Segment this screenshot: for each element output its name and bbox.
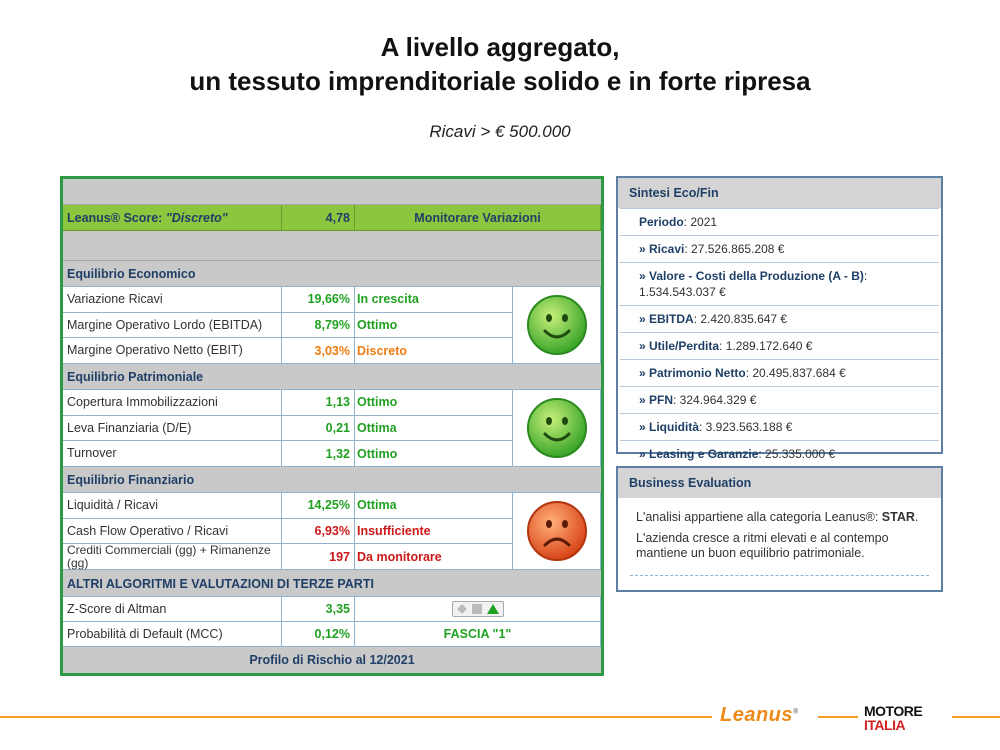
score-label-rating: "Discreto" — [165, 210, 228, 225]
synthesis-item-label: Periodo — [639, 215, 684, 229]
business-evaluation-category — [636, 510, 927, 525]
leanus-logo-mark: ® — [793, 708, 799, 716]
synthesis-list — [618, 208, 941, 467]
indicator-value: 197 — [282, 544, 355, 570]
business-evaluation-panel — [616, 466, 943, 592]
indicator-evaluation: Da monitorare — [355, 544, 513, 570]
page-subtitle: Ricavi > € 500.000 — [429, 122, 571, 141]
face-cell-wrapper — [63, 287, 601, 364]
indicator-value: 19,66% — [282, 287, 355, 313]
synthesis-item — [620, 262, 939, 305]
indicator-value: 14,25% — [282, 493, 355, 519]
zscore-indicator — [452, 601, 504, 617]
synthesis-item-label: » Utile/Perdita — [639, 339, 720, 353]
zscore-value: 3,35 — [282, 597, 355, 622]
indicator-label: Variazione Ricavi — [63, 287, 282, 313]
score-label — [63, 205, 282, 231]
indicator-label: Leva Finanziaria (D/E) — [63, 416, 282, 442]
synthesis-item — [620, 332, 939, 359]
indicator-label: Turnover — [63, 441, 282, 467]
leanus-logo-text: Leanus — [720, 704, 794, 726]
risk-profile-footer: Profilo di Rischio al 12/2021 — [63, 647, 601, 673]
indicator-label: Copertura Immobilizzazioni — [63, 390, 282, 416]
business-evaluation-divider — [630, 575, 929, 576]
triangle-up-icon — [486, 603, 500, 615]
indicator-label: Cash Flow Operativo / Ricavi — [63, 519, 282, 545]
zscore-label: Z-Score di Altman — [63, 597, 282, 622]
synthesis-item-value: : 1.289.172.640 € — [719, 339, 813, 353]
synthesis-panel — [616, 176, 943, 461]
smiley-sad-icon — [513, 493, 601, 570]
motore-italia-logo — [864, 704, 944, 732]
synthesis-item-label: » PFN — [639, 393, 674, 407]
face-cell-wrapper — [63, 390, 601, 467]
indicator-value: 0,21 — [282, 416, 355, 442]
indicator-value: 1,32 — [282, 441, 355, 467]
synthesis-item-label: » Valore - Costi della Produzione (A - B) — [639, 269, 864, 283]
business-evaluation-category-suffix: . — [914, 510, 919, 524]
synthesis-title: Sintesi Eco/Fin — [618, 178, 941, 208]
zscore-indicator-cell — [355, 597, 601, 622]
synthesis-item — [620, 359, 939, 386]
synthesis-item-value: : 1.534.543.037 € — [639, 269, 868, 299]
synthesis-item-label: » Liquidità — [639, 420, 699, 434]
section-header: Equilibrio Finanziario — [63, 467, 601, 493]
leanus-logo — [720, 704, 799, 727]
default-probability-class: FASCIA "1" — [355, 622, 601, 647]
smiley-happy-icon — [513, 287, 601, 364]
title-line-1: A livello aggregato, — [380, 32, 620, 62]
synthesis-item — [620, 305, 939, 332]
synthesis-item — [620, 235, 939, 262]
synthesis-item-value: : 20.495.837.684 € — [745, 366, 846, 380]
section-header: Equilibrio Economico — [63, 261, 601, 287]
indicator-label: Crediti Commerciali (gg) + Rimanenze (gg) — [63, 544, 282, 570]
indicator-evaluation: Ottimo — [355, 313, 513, 339]
synthesis-item-value: : 3.923.563.188 € — [699, 420, 793, 434]
indicator-value: 6,93% — [282, 519, 355, 545]
business-evaluation-body — [618, 498, 941, 575]
motore-italia-logo-line2: ITALIA — [864, 717, 906, 733]
business-evaluation-title: Business Evaluation — [618, 468, 941, 498]
business-evaluation-category-prefix: L'analisi appartiene alla categoria Leanus®: — [636, 510, 882, 524]
indicator-evaluation: Ottima — [355, 493, 513, 519]
business-evaluation-category-value: STAR — [881, 510, 915, 524]
bottom-rule-right — [952, 716, 1000, 718]
indicator-evaluation: Insufficiente — [355, 519, 513, 545]
synthesis-item — [620, 208, 939, 235]
default-probability-label: Probabilità di Default (MCC) — [63, 622, 282, 647]
synthesis-item-value: : 324.964.329 € — [673, 393, 757, 407]
synthesis-item-label: » Ricavi — [639, 242, 685, 256]
smiley-happy-icon — [513, 390, 601, 467]
synthesis-item-value: : 2.420.835.647 € — [693, 312, 788, 326]
bottom-rule-left — [0, 716, 712, 718]
indicator-evaluation: In crescita — [355, 287, 513, 313]
square-icon — [471, 603, 483, 615]
bottom-rule-middle — [818, 716, 858, 718]
zscore-row — [63, 597, 601, 622]
diamond-icon — [456, 603, 468, 615]
scorecard-spacer — [63, 231, 601, 261]
synthesis-item-value: : 27.526.865.208 € — [684, 242, 785, 256]
indicator-evaluation: Ottima — [355, 416, 513, 442]
scorecard-table — [60, 176, 604, 676]
score-action: Monitorare Variazioni — [355, 205, 601, 231]
synthesis-item-label: » Leasing e Garanzie — [639, 447, 759, 461]
synthesis-item — [620, 386, 939, 413]
score-label-text: Leanus® Score: — [67, 210, 163, 225]
indicator-evaluation: Ottimo — [355, 441, 513, 467]
section-header-third-party: ALTRI ALGORITMI E VALUTAZIONI DI TERZE PARTI — [63, 571, 601, 597]
section-header: Equilibrio Patrimoniale — [63, 364, 601, 390]
face-cell-wrapper — [63, 493, 601, 570]
indicator-label: Margine Operativo Netto (EBIT) — [63, 338, 282, 364]
synthesis-item-label: » EBITDA — [639, 312, 694, 326]
indicator-evaluation: Discreto — [355, 338, 513, 364]
indicator-value: 1,13 — [282, 390, 355, 416]
score-value: 4,78 — [282, 205, 355, 231]
business-evaluation-description: L'azienda cresce a ritmi elevati e al contempo mantiene un buon equilibrio patrimoniale. — [636, 531, 889, 560]
score-row — [63, 205, 601, 231]
indicator-label: Margine Operativo Lordo (EBITDA) — [63, 313, 282, 339]
indicator-value: 8,79% — [282, 313, 355, 339]
synthesis-item-label: » Patrimonio Netto — [639, 366, 746, 380]
indicator-evaluation: Ottimo — [355, 390, 513, 416]
synthesis-item — [620, 440, 939, 467]
page-title — [0, 30, 1000, 98]
synthesis-item-value: : 25.335.000 € — [758, 447, 836, 461]
motore-italia-logo-line1: MOTORE — [864, 703, 923, 719]
scorecard-top-spacer — [63, 179, 601, 205]
default-probability-row — [63, 622, 601, 647]
indicator-label: Liquidità / Ricavi — [63, 493, 282, 519]
default-probability-value: 0,12% — [282, 622, 355, 647]
indicator-value: 3,03% — [282, 338, 355, 364]
synthesis-item-value: : 2021 — [683, 215, 718, 229]
title-line-2: un tessuto imprenditoriale solido e in forte ripresa — [189, 66, 811, 96]
synthesis-item — [620, 413, 939, 440]
